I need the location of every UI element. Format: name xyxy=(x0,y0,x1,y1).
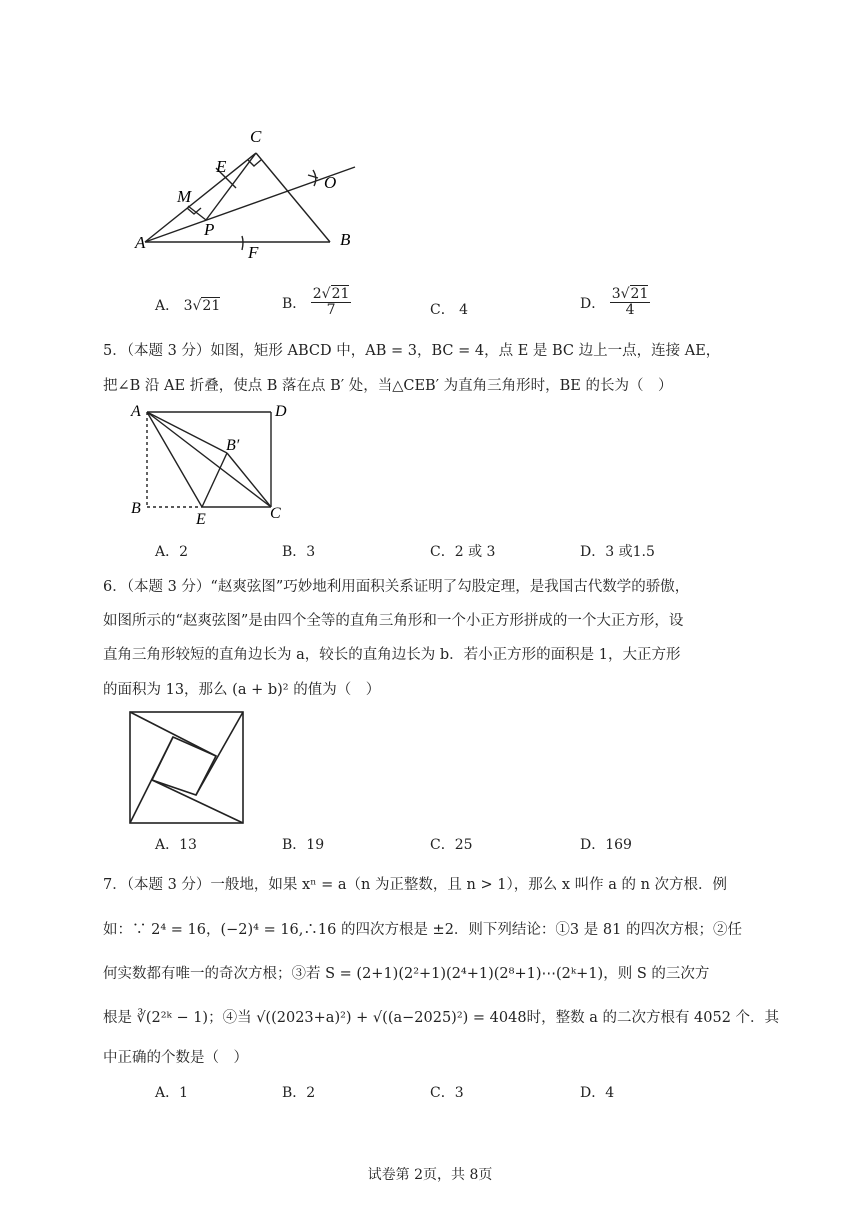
fig4-label-F: F xyxy=(248,243,259,262)
q7-option-d[interactable]: D．4 xyxy=(580,1085,615,1101)
q5-figure xyxy=(128,400,298,530)
q5-option-b[interactable]: B．3 xyxy=(282,544,316,560)
q7-text-line4: 根是 ∛(2²ᵏ − 1)；④当 √((2023+a)²) + √((a−2025)²) = 4048时，整数 a 的二次方根有 4052 个．其 xyxy=(103,1010,780,1026)
q6-option-c[interactable]: C．25 xyxy=(430,837,473,853)
q4-option-c[interactable]: C． 4 xyxy=(430,302,469,318)
q5-text-line2: 把∠B 沿 AE 折叠，使点 B 落在点 B′ 处，当△CEB′ 为直角三角形时，BE 的长为（ ） xyxy=(103,378,673,394)
q7-text-line1: 7．（本题 3 分）一般地，如果 xⁿ = a（n 为正整数，且 n > 1），那么 x 叫作 a 的 n 次方根．例 xyxy=(103,877,728,893)
q4-option-a[interactable]: A． 3√21 xyxy=(155,298,221,314)
q5-text-line1: 5．（本题 3 分）如图，矩形 ABCD 中，AB = 3，BC = 4，点 E 是 BC 边上一点，连接 AE， xyxy=(103,343,721,359)
q7-option-a[interactable]: A．1 xyxy=(155,1085,189,1101)
fig4-label-B: B xyxy=(340,230,351,249)
fig4-label-C: C xyxy=(250,127,262,146)
q6-text-line2: 如图所示的“赵爽弦图”是由四个全等的直角三角形和一个小正方形拼成的一个大正方形，设 xyxy=(103,613,684,629)
q6-option-a[interactable]: A．13 xyxy=(155,837,197,853)
q6-option-b[interactable]: B．19 xyxy=(282,837,325,853)
fig5-label-Bp: B′ xyxy=(226,437,240,454)
q4-option-d-fraction: $\frac{3√21}{4}$ xyxy=(611,286,649,319)
q4-figure xyxy=(130,120,370,265)
fig4-label-M: M xyxy=(177,187,192,206)
fig5-label-A: A xyxy=(131,403,141,420)
page-footer: 试卷第 2页，共 8页 xyxy=(367,1167,493,1183)
fig5-label-E: E xyxy=(196,511,206,528)
fig5-label-B: B xyxy=(131,500,141,517)
q4-option-d[interactable]: D． $\frac{3√21}{4}$ xyxy=(580,286,649,319)
fig4-label-P: P xyxy=(204,220,215,239)
fig5-label-C: C xyxy=(270,505,281,522)
q7-text-line3: 何实数都有唯一的奇次方根；③若 S = (2+1)(2²+1)(2⁴+1)(2⁸+1)⋯(2ᵏ+1)，则 S 的三次方 xyxy=(103,966,710,982)
fig4-label-E: E xyxy=(216,157,227,176)
q5-option-d[interactable]: D．3 或1.5 xyxy=(580,544,655,560)
q6-text-line1: 6．（本题 3 分）“赵爽弦图”巧妙地利用面积关系证明了勾股定理，是我国古代数学的骄傲， xyxy=(103,579,690,595)
q5-option-c[interactable]: C．2 或 3 xyxy=(430,544,496,560)
q7-option-c[interactable]: C．3 xyxy=(430,1085,464,1101)
fig5-label-D: D xyxy=(275,403,287,420)
fig4-label-O: O xyxy=(324,173,337,192)
q6-zhao-shuang-figure xyxy=(128,710,248,828)
fig4-label-A: A xyxy=(135,233,146,252)
q4-option-b-fraction: $\frac{2√21}{7}$ xyxy=(312,286,350,319)
q4-option-b[interactable]: B． $\frac{2√21}{7}$ xyxy=(282,286,350,319)
q6-text-line3: 直角三角形较短的直角边长为 a，较长的直角边长为 b．若小正方形的面积是 1，大正方形 xyxy=(103,647,681,663)
q5-option-a[interactable]: A．2 xyxy=(155,544,189,560)
q6-option-d[interactable]: D．169 xyxy=(580,837,632,853)
q7-text-line2: 如：∵ 2⁴ = 16，(−2)⁴ = 16,∴16 的四次方根是 ±2．则下列结论：①3 是 81 的四次方根；②任 xyxy=(103,922,742,938)
q6-text-line4: 的面积为 13，那么 (a + b)² 的值为（ ） xyxy=(103,682,381,698)
q7-text-line5: 中正确的个数是（ ） xyxy=(103,1050,248,1066)
q7-option-b[interactable]: B．2 xyxy=(282,1085,316,1101)
